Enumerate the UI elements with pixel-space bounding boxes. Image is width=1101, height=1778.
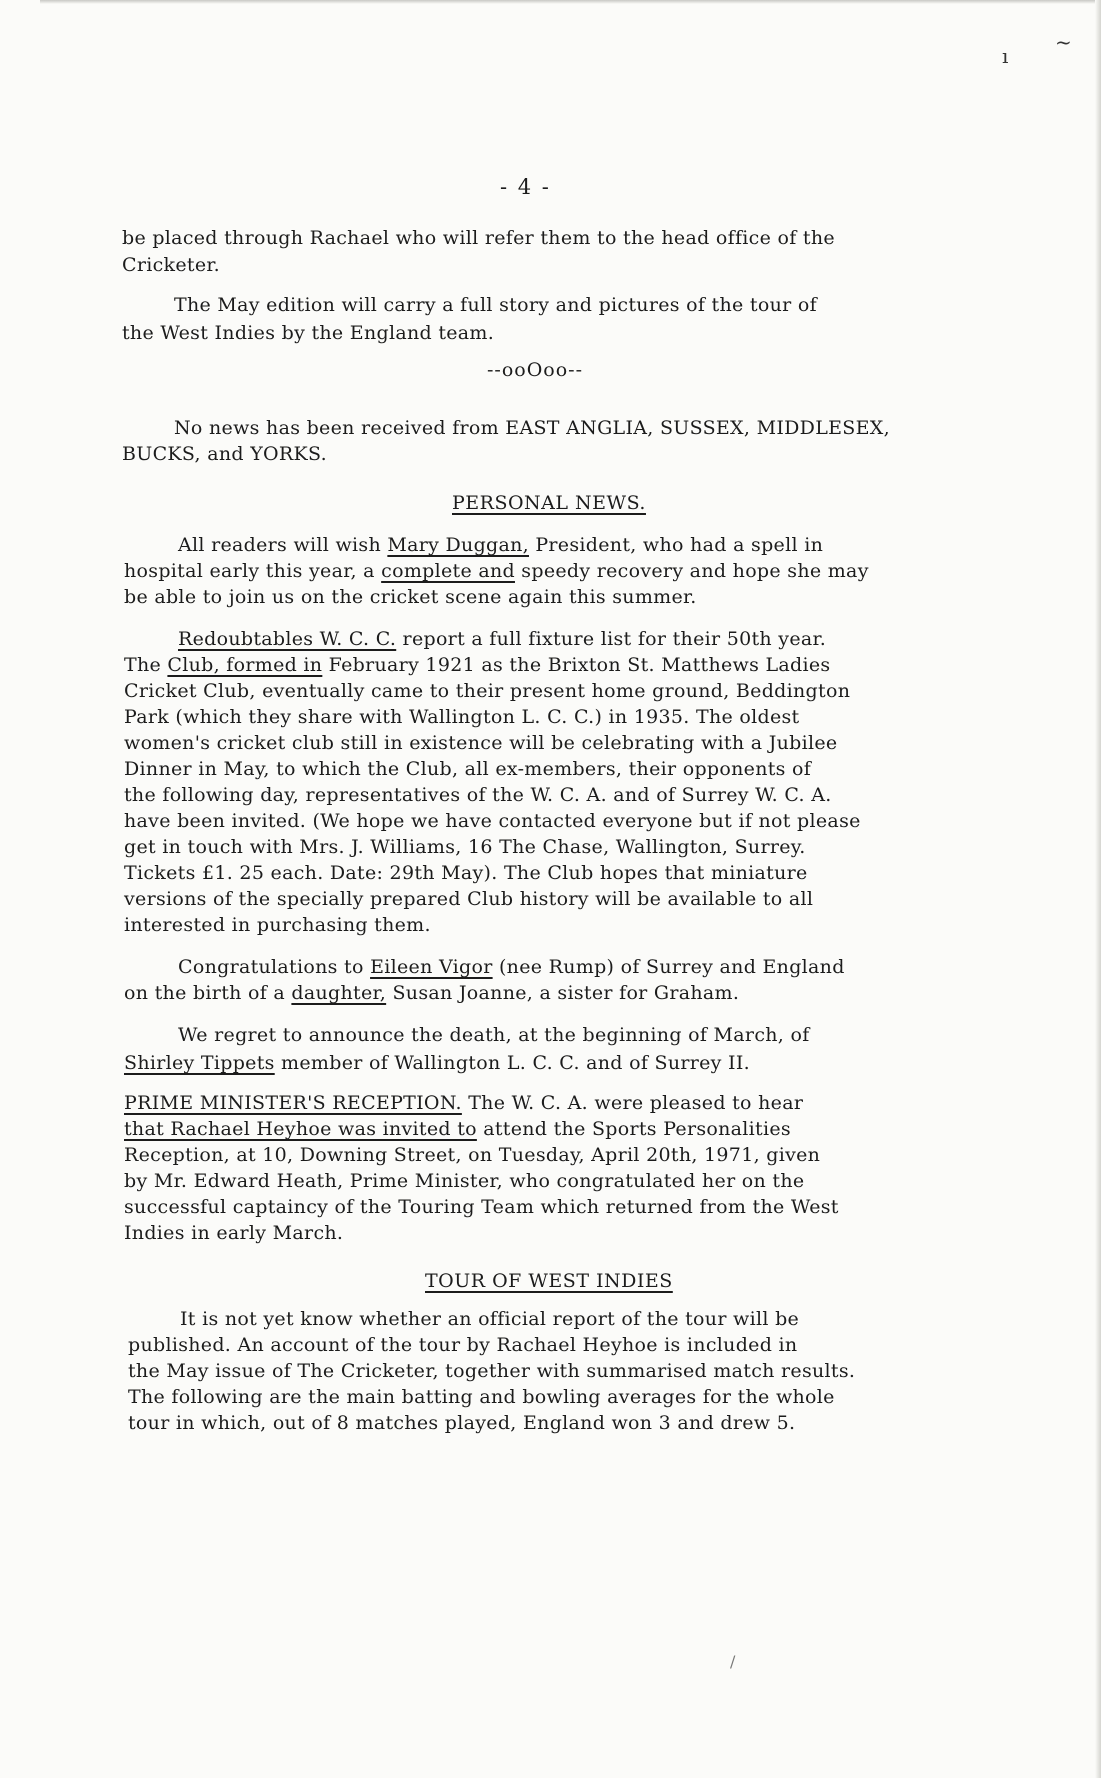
paragraph-line: women's cricket club still in existence will be celebrating with a Jubilee [124,732,838,754]
margin-mark: ı [1002,44,1009,68]
underlined-text: that Rachael Heyhoe was invited to [124,1118,477,1140]
text-span: President, who had a spell in [529,534,824,556]
paragraph-line: the West Indies by the England team. [122,322,495,344]
underlined-text: daughter, [291,982,387,1004]
paragraph-line: get in touch with Mrs. J. Williams, 16 The Chase, Wallington, Surrey. [124,836,806,858]
text-span: Congratulations to [178,956,371,978]
section-heading: PRIME MINISTER'S RECEPTION. [124,1092,462,1114]
paragraph-line: be able to join us on the cricket scene again this summer. [124,586,697,608]
paragraph-line: The May edition will carry a full story and pictures of the tour of [174,294,817,316]
paragraph-line [178,954,845,980]
text-span: member of Wallington L. C. C. and of Surrey II. [274,1052,750,1074]
paragraph-line [124,1090,803,1116]
paragraph-line [124,1050,750,1076]
paper-top-edge [40,0,1100,4]
paragraph-line: Tickets £1. 25 each. Date: 29th May). The Club hopes that miniature [124,862,808,884]
paragraph-line [178,532,823,558]
text-span: Susan Joanne, a sister for Graham. [386,982,740,1004]
underlined-text: Club, formed in [167,654,323,676]
paragraph-line: successful captaincy of the Touring Team which returned from the West [124,1196,839,1218]
paragraph-line: be placed through Rachael who will refer them to the head office of the [122,227,835,249]
paragraph-line: BUCKS, and YORKS. [122,443,327,465]
paragraph-line [124,980,739,1006]
paragraph-line: Cricketer. [122,254,221,276]
person-name: Eileen Vigor [370,956,493,978]
text-span: attend the Sports Personalities [476,1118,791,1140]
text-span: (nee Rump) of Surrey and England [492,956,845,978]
text-span: All readers will wish [178,534,382,556]
paragraph-line: Cricket Club, eventually came to their present home ground, Beddington [124,680,851,702]
person-name: Shirley Tippets [124,1052,275,1074]
paragraph-line: tour in which, out of 8 matches played, England won 3 and drew 5. [128,1412,796,1434]
page-number: - 4 - [500,175,551,199]
paragraph-line: interested in purchasing them. [124,914,431,936]
paper-right-edge [1095,0,1101,1778]
paragraph-line: Dinner in May, to which the Club, all ex-members, their opponents of [124,758,812,780]
paragraph-line: Reception, at 10, Downing Street, on Tuesday, April 20th, 1971, given [124,1144,821,1166]
paragraph-line: the May issue of The Cricketer, together with summarised match results. [128,1360,856,1382]
margin-mark: / [730,1652,736,1671]
text-span: The [124,654,168,676]
paragraph-line [124,558,869,584]
paragraph-line: It is not yet know whether an official report of the tour will be [180,1308,800,1330]
paragraph-line: the following day, representatives of the W. C. A. and of Surrey W. C. A. [124,784,832,806]
section-heading: PERSONAL NEWS. [452,492,646,514]
underlined-text: complete and [381,560,515,582]
person-name: Mary Duggan, [387,534,529,556]
section-heading: TOUR OF WEST INDIES [425,1270,673,1292]
text-span: speedy recovery and hope she may [514,560,869,582]
paragraph-line: No news has been received from EAST ANGLIA, SUSSEX, MIDDLESEX, [174,417,890,439]
paragraph-line: Indies in early March. [124,1222,344,1244]
text-span: February 1921 as the Brixton St. Matthews Ladies [322,654,831,676]
paragraph-line: published. An account of the tour by Rachael Heyhoe is included in [128,1334,798,1356]
club-name: Redoubtables W. C. C. [178,628,397,650]
paragraph-line [124,1116,791,1142]
text-span: The W. C. A. were pleased to hear [461,1092,804,1114]
paragraph-line [124,652,831,678]
text-span: on the birth of a [124,982,292,1004]
margin-mark: ~ [1055,30,1072,54]
paragraph-line [178,626,826,652]
paragraph-line: The following are the main batting and bowling averages for the whole [128,1386,835,1408]
paragraph-line: Park (which they share with Wallington L. C. C.) in 1935. The oldest [124,706,800,728]
paragraph-line: have been invited. (We hope we have contacted everyone but if not please [124,810,861,832]
text-span: report a full fixture list for their 50th year. [396,628,827,650]
paragraph-line: by Mr. Edward Heath, Prime Minister, who congratulated her on the [124,1170,805,1192]
section-separator: --ooOoo-- [487,359,584,381]
paragraph-line: We regret to announce the death, at the beginning of March, of [178,1024,810,1046]
paragraph-line: versions of the specially prepared Club history will be available to all [124,888,814,910]
text-span: hospital early this year, a [124,560,382,582]
